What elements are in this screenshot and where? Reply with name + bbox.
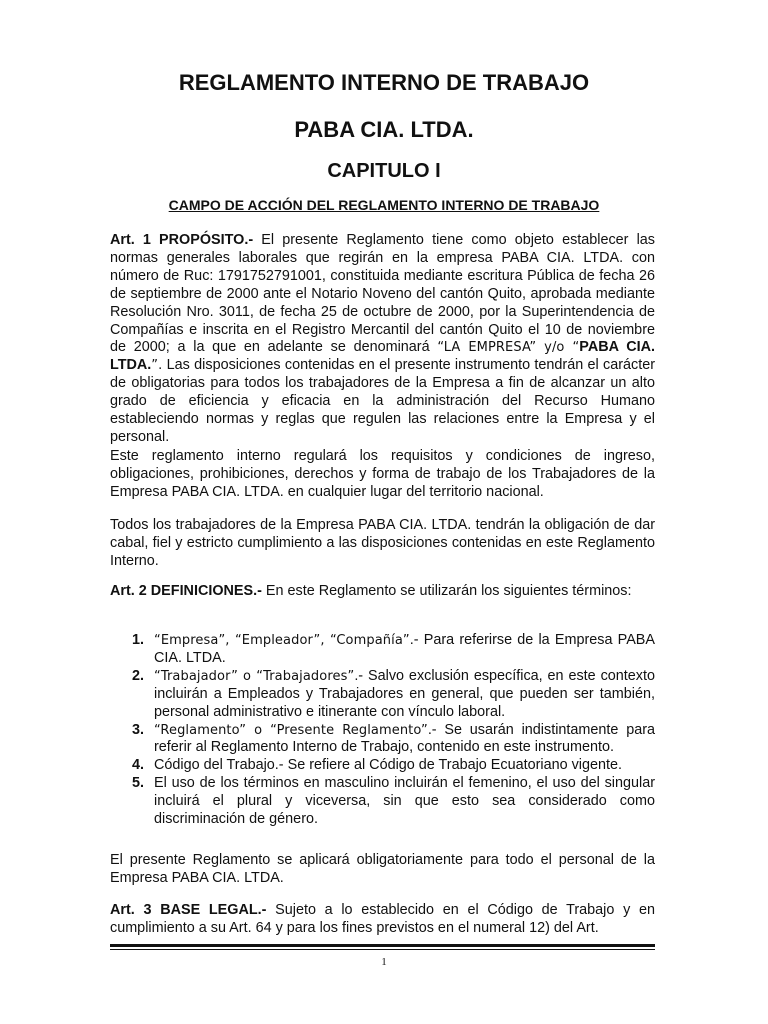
art1-paragraph-2-block	[110, 448, 655, 502]
list-quoted-terms: “Reglamento” o “Presente Reglamento”	[154, 722, 428, 738]
art1-heading: Art. 1 PROPÓSITO.-	[110, 232, 254, 248]
art1-text-b: Las disposiciones contenidas en el presente instrumento tendrán el carácter de obligatorias para todos los trabajadores de la Empresa a fin de alcanzar un alto grado de eficiencia y eficacia en la administración del Recurso Humano estableciendo normas y reglas que regulen las relaciones entre la Empresa y el personal.	[110, 357, 655, 445]
article-3	[110, 902, 655, 938]
chapter-heading: CAPITULO I	[327, 160, 441, 182]
footer-rule	[110, 944, 655, 947]
art1-paragraph-1	[110, 232, 655, 447]
list-quoted-terms: “Trabajador” o “Trabajadores”	[154, 668, 355, 684]
list-text: .- Para referirse de la Empresa PABA CIA. LTDA.	[154, 632, 655, 666]
art3-heading: Art. 3 BASE LEGAL.-	[110, 902, 267, 918]
list-text: .- Se usarán indistintamente para referir al Reglamento Interno de Trabajo, contenido en este instrumento.	[154, 721, 655, 756]
list-number: 5.	[132, 775, 145, 792]
list-text: .- Salvo exclusión específica, en este contexto incluirán a Empleados y Trabajadores en general, que pueden ser también, personal administrativo e itinerante con vínculo laboral.	[154, 667, 656, 720]
list-number: 4.	[132, 757, 145, 774]
art1-quote-b: PABA CIA. LTDA.	[110, 339, 655, 374]
art2-heading: Art. 2 DEFINICIONES.-	[110, 583, 262, 599]
art1-paragraph-2: Este reglamento interno regulará los requisitos y condiciones de ingreso, obligaciones, prohibiciones, derechos y forma de trabajo de los Trabajadores de la Empresa PABA CIA. LTDA. en cualquier lugar del territorio nacional.	[110, 448, 655, 500]
definitions-list	[110, 632, 655, 829]
list-number: 1.	[132, 632, 145, 648]
document-title: REGLAMENTO INTERNO DE TRABAJO	[178, 70, 590, 95]
list-item	[110, 722, 655, 758]
list-number: 2.	[132, 667, 145, 684]
art1-text-a: El presente Reglamento tiene como objeto establecer las normas generales laborales que regirán en la empresa PABA CIA. LTDA. con número de Ruc: 1791752791001, constituida mediante escritura Pública de fecha 26 de septiembre de 2000 ante el Notario Noveno del cantón Quito, aprobada mediante Resolución Nro. 3011, de fecha 25 de octubre de 2000, por la Superintendencia de Compañías e inscrita en el Registro Mercantil del cantón Quito el 10 de noviembre de 2000; a la que en adelante se denominará	[110, 232, 655, 356]
art3-paragraph	[110, 902, 655, 938]
art2-closing: El presente Reglamento se aplicará obligatoriamente para todo el personal de la Empresa PABA CIA. LTDA.	[110, 852, 655, 886]
page-number: 1	[381, 956, 387, 968]
list-text: Código del Trabajo.- Se refiere al Código de Trabajo Ecuatoriano vigente.	[154, 757, 622, 774]
art1-paragraph-3: Todos los trabajadores de la Empresa PABA CIA. LTDA. tendrán la obligación de dar cabal, fiel y estricto cumplimiento a las disposiciones contenidas en este Reglamento Interno.	[110, 517, 655, 569]
art1-quote-c: ”.	[151, 358, 163, 374]
art2-intro	[110, 583, 655, 601]
art1-quote-a: “LA EMPRESA” y/o “	[437, 340, 580, 356]
art2-text: En este Reglamento se utilizarán los siguientes términos:	[261, 583, 632, 599]
section-heading: CAMPO DE ACCIÓN DEL REGLAMENTO INTERNO DE TRABAJO	[168, 197, 600, 213]
art3-text: Sujeto a lo establecido en el Código de Trabajo y en cumplimiento a su Art. 64 y para los fines previstos en el numeral 12) del Art.	[110, 902, 655, 936]
list-number: 3.	[132, 721, 145, 738]
art2-closing-block	[110, 852, 655, 888]
company-name: PABA CIA. LTDA.	[294, 117, 474, 142]
list-item	[110, 632, 655, 668]
article-2	[110, 583, 655, 601]
list-item	[110, 668, 655, 722]
art1-paragraph-3-block	[110, 517, 655, 571]
list-item	[110, 775, 655, 829]
footer-rule-thin	[110, 949, 655, 950]
list-item	[110, 757, 655, 775]
list-text: El uso de los términos en masculino incluirán el femenino, el uso del singular incluirá el plural y viceversa, sin que esto sea considerado como discriminación de género.	[154, 775, 655, 828]
list-quoted-terms: “Empresa”, “Empleador”, “Compañía”	[154, 633, 410, 648]
article-1	[110, 232, 655, 447]
